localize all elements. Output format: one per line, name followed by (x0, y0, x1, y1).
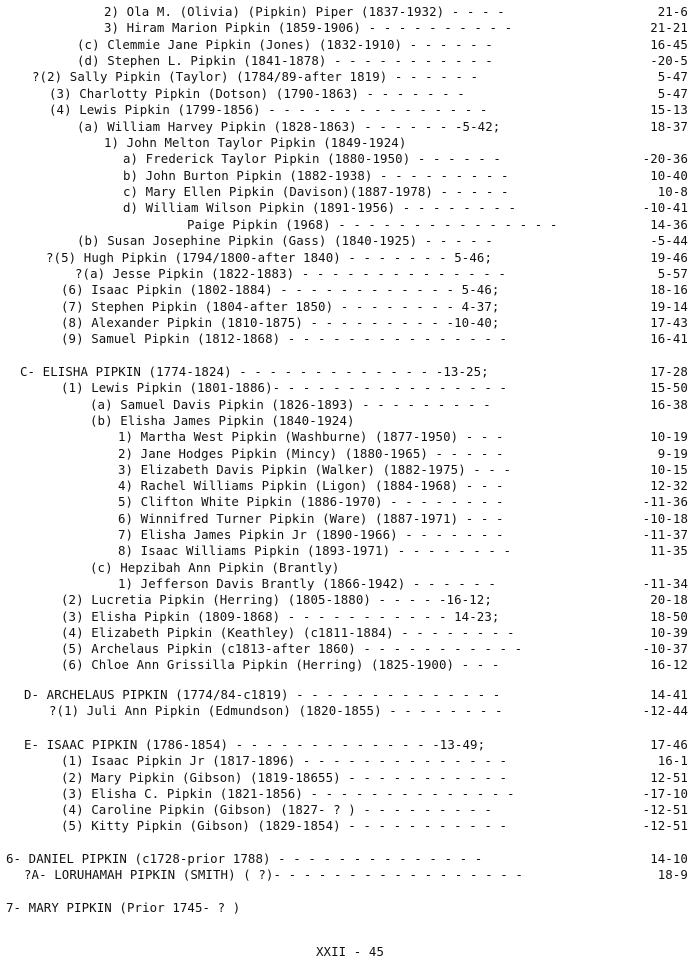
index-entry (0, 69, 700, 85)
entry-page-ref: -12-44 (642, 703, 688, 718)
index-entry (0, 446, 700, 462)
entry-page-ref: 18-9 (657, 867, 688, 882)
page-number: XXII - 45 (315, 944, 385, 959)
index-entry (0, 592, 700, 608)
index-entry (0, 233, 700, 249)
entry-page-ref: 19-14 (650, 299, 688, 314)
entry-text: (2) Mary Pipkin (Gibson) (1819-18655) - - - - - - - - - - - (61, 770, 508, 785)
entry-page-ref: 5-57 (657, 266, 688, 281)
index-entry (0, 37, 700, 53)
section-heading (0, 900, 700, 916)
index-entry (0, 217, 700, 233)
entry-text: 3) Hiram Marion Pipkin (1859-1906) - - - - - - - - - - (104, 20, 513, 35)
entry-page-ref: 15-13 (650, 102, 688, 117)
entry-page-ref: 16-41 (650, 331, 688, 346)
entry-text: (1) Lewis Pipkin (1801-1886)- - - - - - - - - - - - - - - - (61, 380, 508, 395)
entry-text: (9) Samuel Pipkin (1812-1868) - - - - - - - - - - - - - - - (61, 331, 508, 346)
entry-page-ref: -20-36 (642, 151, 688, 166)
index-entry (0, 625, 700, 641)
entry-text: 2) Jane Hodges Pipkin (Mincy) (1880-1965) - - - - - (118, 446, 504, 461)
index-entry (0, 315, 700, 331)
entry-text: 6) Winnifred Turner Pipkin (Ware) (1887-1971) - - - (118, 511, 504, 526)
index-entry (0, 20, 700, 36)
entry-page-ref: -11-36 (642, 494, 688, 509)
section-heading (0, 364, 700, 380)
index-entry (0, 657, 700, 673)
index-entry (0, 151, 700, 167)
entry-text: (5) Kitty Pipkin (Gibson) (1829-1854) - - - - - - - - - - - (61, 818, 508, 833)
entry-text: (8) Alexander Pipkin (1810-1875) - - - - - - - - - -10-40; (61, 315, 500, 330)
index-entry (0, 380, 700, 396)
entry-text: 4) Rachel Williams Pipkin (Ligon) (1884-1968) - - - (118, 478, 504, 493)
index-entry (0, 86, 700, 102)
entry-page-ref: -20-5 (650, 53, 688, 68)
entry-text: (1) Isaac Pipkin Jr (1817-1896) - - - - - - - - - - - - - - (61, 753, 508, 768)
index-entry (0, 102, 700, 118)
entry-page-ref: 5-47 (657, 86, 688, 101)
entry-text: d) William Wilson Pipkin (1891-1956) - - - - - - - - (123, 200, 517, 215)
entry-text: ?(1) Juli Ann Pipkin (Edmundson) (1820-1855) - - - - - - - - (49, 703, 503, 718)
entry-text: (3) Elisha C. Pipkin (1821-1856) - - - - - - - - - - - - - - (61, 786, 515, 801)
entry-page-ref: -11-37 (642, 527, 688, 542)
index-entry (0, 576, 700, 592)
entry-page-ref: 17-28 (650, 364, 688, 379)
section-heading (0, 737, 700, 753)
entry-text: 7) Elisha James Pipkin Jr (1890-1966) - - - - - - - (118, 527, 504, 542)
entry-text: (a) Samuel Davis Pipkin (1826-1893) - - - - - - - - - (90, 397, 491, 412)
entry-page-ref: 14-10 (650, 851, 688, 866)
entry-text: ?(5) Hugh Pipkin (1794/1800-after 1840) - - - - - - - 5-46; (46, 250, 493, 265)
entry-page-ref: 19-46 (650, 250, 688, 265)
entry-text: (6) Isaac Pipkin (1802-1884) - - - - - - - - - - - - 5-46; (61, 282, 500, 297)
entry-page-ref: 12-32 (650, 478, 688, 493)
entry-page-ref: 5-47 (657, 69, 688, 84)
entry-text: (4) Caroline Pipkin (Gibson) (1827- ? ) - - - - - - - - - (61, 802, 492, 817)
index-entry (0, 331, 700, 347)
index-entry (0, 786, 700, 802)
section-heading (0, 687, 700, 703)
entry-text: E- ISAAC PIPKIN (1786-1854) - - - - - - - - - - - - - -13-49; (24, 737, 486, 752)
entry-text: (d) Stephen L. Pipkin (1841-1878) - - - - - - - - - - - (77, 53, 493, 68)
entry-text: 6- DANIEL PIPKIN (c1728-prior 1788) - - - - - - - - - - - - - - (6, 851, 483, 866)
entry-page-ref: 16-12 (650, 657, 688, 672)
entry-page-ref: 18-37 (650, 119, 688, 134)
entry-page-ref: 10-8 (657, 184, 688, 199)
entry-page-ref: 17-46 (650, 737, 688, 752)
entry-text: (c) Clemmie Jane Pipkin (Jones) (1832-1910) - - - - - - (77, 37, 493, 52)
index-entry (0, 753, 700, 769)
index-entry (0, 478, 700, 494)
index-entry (0, 168, 700, 184)
section-heading (0, 851, 700, 867)
entry-page-ref: -11-34 (642, 576, 688, 591)
index-entry (0, 703, 700, 719)
index-entry (0, 527, 700, 543)
entry-text: (4) Lewis Pipkin (1799-1856) - - - - - - - - - - - - - - - (49, 102, 488, 117)
entry-text: (5) Archelaus Pipkin (c1813-after 1860) - - - - - - - - - - - (61, 641, 523, 656)
entry-page-ref: 10-19 (650, 429, 688, 444)
entry-text: 1) Martha West Pipkin (Washburne) (1877-1950) - - - (118, 429, 504, 444)
entry-page-ref: 16-1 (657, 753, 688, 768)
entry-page-ref: 14-41 (650, 687, 688, 702)
entry-page-ref: 10-15 (650, 462, 688, 477)
index-entry (0, 299, 700, 315)
index-entry (0, 184, 700, 200)
entry-text: D- ARCHELAUS PIPKIN (1774/84-c1819) - - - - - - - - - - - - - - (24, 687, 501, 702)
index-entry (0, 250, 700, 266)
index-entry (0, 429, 700, 445)
entry-text: 3) Elizabeth Davis Pipkin (Walker) (1882-1975) - - - (118, 462, 512, 477)
entry-page-ref: -12-51 (642, 802, 688, 817)
index-entry (0, 135, 700, 151)
entry-text: 5) Clifton White Pipkin (1886-1970) - - - - - - - - (118, 494, 504, 509)
entry-text: c) Mary Ellen Pipkin (Davison)(1887-1978) - - - - - (123, 184, 509, 199)
index-entry (0, 413, 700, 429)
entry-text: Paige Pipkin (1968) - - - - - - - - - - - - - - - (187, 217, 558, 232)
index-entry (0, 200, 700, 216)
entry-text: ?A- LORUHAMAH PIPKIN (SMITH) ( ?)- - - - - - - - - - - - - - - - - (24, 867, 523, 882)
entry-text: 2) Ola M. (Olivia) (Pipkin) Piper (1837-1932) - - - - (104, 4, 505, 19)
entry-page-ref: 11-35 (650, 543, 688, 558)
index-entry (0, 802, 700, 818)
entry-page-ref: 18-16 (650, 282, 688, 297)
entry-text: (3) Charlotty Pipkin (Dotson) (1790-1863) - - - - - - - (49, 86, 465, 101)
index-entry (0, 462, 700, 478)
entry-page-ref: -10-18 (642, 511, 688, 526)
entry-page-ref: 21-21 (650, 20, 688, 35)
entry-page-ref: 16-38 (650, 397, 688, 412)
entry-text: (a) William Harvey Pipkin (1828-1863) - - - - - - -5-42; (77, 119, 501, 134)
entry-page-ref: 18-50 (650, 609, 688, 624)
index-entry (0, 282, 700, 298)
entry-text: 7- MARY PIPKIN (Prior 1745- ? ) (6, 900, 241, 915)
index-entry (0, 266, 700, 282)
entry-text: (b) Elisha James Pipkin (1840-1924) (90, 413, 355, 428)
index-entry (0, 818, 700, 834)
entry-text: ?(a) Jesse Pipkin (1822-1883) - - - - - - - - - - - - - - (75, 266, 506, 281)
entry-page-ref: 16-45 (650, 37, 688, 52)
index-entry (0, 560, 700, 576)
entry-text: (7) Stephen Pipkin (1804-after 1850) - - - - - - - - 4-37; (61, 299, 500, 314)
entry-text: (6) Chloe Ann Grissilla Pipkin (Herring) (1825-1900) - - - (61, 657, 500, 672)
index-entry (0, 770, 700, 786)
index-entry (0, 641, 700, 657)
entry-page-ref: -12-51 (642, 818, 688, 833)
entry-text: (c) Hepzibah Ann Pipkin (Brantly) (90, 560, 340, 575)
entry-page-ref: -17-10 (642, 786, 688, 801)
index-entry (0, 511, 700, 527)
entry-page-ref: 20-18 (650, 592, 688, 607)
entry-page-ref: 14-36 (650, 217, 688, 232)
entry-page-ref: 17-43 (650, 315, 688, 330)
entry-text: (4) Elizabeth Pipkin (Keathley) (c1811-1884) - - - - - - - - (61, 625, 515, 640)
index-entry (0, 867, 700, 883)
index-entry (0, 397, 700, 413)
entry-text: 1) John Melton Taylor Pipkin (1849-1924) (104, 135, 407, 150)
entry-page-ref: 12-51 (650, 770, 688, 785)
index-entry (0, 609, 700, 625)
entry-text: b) John Burton Pipkin (1882-1938) - - - - - - - - - (123, 168, 509, 183)
entry-page-ref: -10-41 (642, 200, 688, 215)
entry-page-ref: -5-44 (650, 233, 688, 248)
index-entry (0, 494, 700, 510)
entry-page-ref: 15-50 (650, 380, 688, 395)
entry-text: a) Frederick Taylor Pipkin (1880-1950) - - - - - - (123, 151, 501, 166)
entry-page-ref: 10-40 (650, 168, 688, 183)
index-entry (0, 119, 700, 135)
entry-text: (3) Elisha Pipkin (1809-1868) - - - - - - - - - - - 14-23; (61, 609, 500, 624)
entry-page-ref: 21-6 (657, 4, 688, 19)
entry-text: (2) Lucretia Pipkin (Herring) (1805-1880) - - - - -16-12; (61, 592, 492, 607)
entry-text: ?(2) Sally Pipkin (Taylor) (1784/89-after 1819) - - - - - - (32, 69, 479, 84)
entry-text: C- ELISHA PIPKIN (1774-1824) - - - - - - - - - - - - - -13-25; (20, 364, 489, 379)
index-entry (0, 4, 700, 20)
entry-page-ref: 10-39 (650, 625, 688, 640)
entry-page-ref: 9-19 (657, 446, 688, 461)
entry-text: 8) Isaac Williams Pipkin (1893-1971) - - - - - - - - (118, 543, 512, 558)
index-entry (0, 53, 700, 69)
index-entry (0, 543, 700, 559)
entry-page-ref: -10-37 (642, 641, 688, 656)
entry-text: (b) Susan Josephine Pipkin (Gass) (1840-1925) - - - - - (77, 233, 493, 248)
entry-text: 1) Jefferson Davis Brantly (1866-1942) - - - - - - (118, 576, 496, 591)
